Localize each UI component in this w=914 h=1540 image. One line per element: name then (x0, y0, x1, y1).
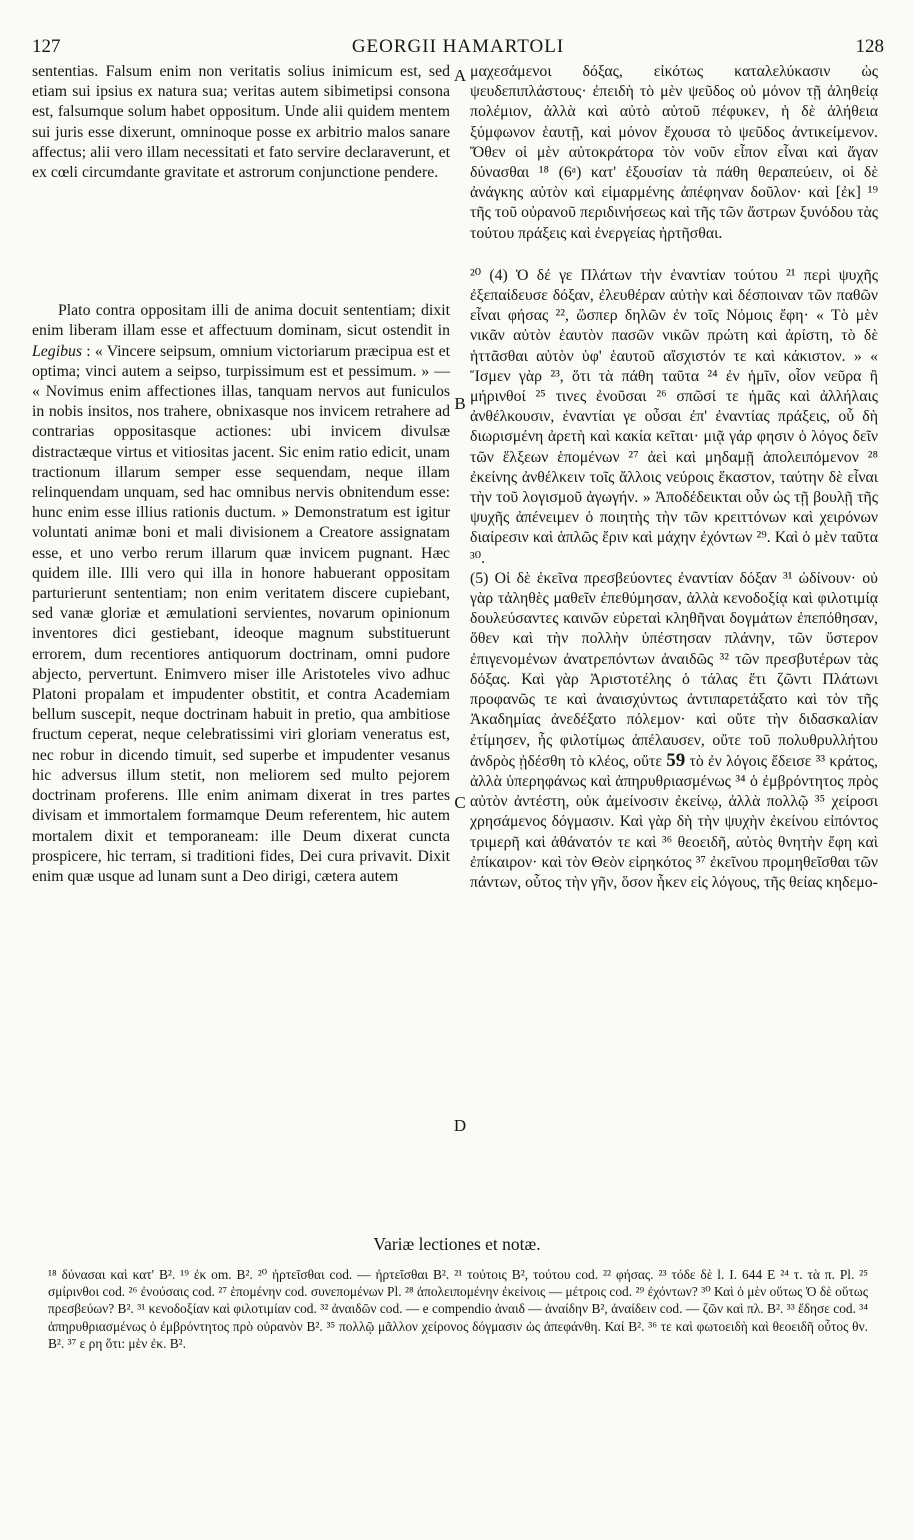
margin-marker-d: D (453, 1116, 467, 1135)
latin-text: : « Vincere seipsum, omnium victoriarum præcipua est et optima; vinci autem a seipso, turpissimum est et pessimum. » — « Novimus enim affectiones illas, tanquam nervos aut funiculos in nobis insitos, nos trahere, obnixasque nos invicem retrahere ad contrarias oppositasque actiones: ubi invicem divulsæ distractæque virtus et vitiositas jacent. Sic enim ratio edicit, unam tractionum illarum semper esse sequendam, neque illam relinquendam unquam, sed hac omnibus nervis obnitendum esse: hunc enim esse illius rationis ductum. » Demonstratum est igitur voluntati animæ boni et mali divisionem a Creatore assignatam esse, et uno verbo rerum illarum quæ invicem pugnant. Hæc quidem ille. Illi vero qui illa in honore habuerant oppositam parturierunt sententiam; non enim veritatem discere cupiebant, sed vanæ gloriæ et æmulationi servientes, novarum opinionum inventores dici gestiebant, ideoque magnum substituerunt errorem, dum recentiores antiquorum doctrinam, omni pudore abjecto, pervertunt. Enimvero miser ille Aristoteles vivo adhuc Platoni propalam et impudenter obstitit, et contra Academiam bellum suscepit, neque doctrinam habuit in pretio, qua ambitiose fructum ceperat, neque celebratissimi viri gloriam veneratus est, nec robur in dicendo timuit, sed superbe et impudenter vesanus hic adversus illum stetit, non meliorem sed multo pejorem doctrinam proferens. Ille enim animam dixerat in tres partes divisam et immortalem formamque Deum referentem, hic autem mortalem dixit et temporaneam: ille Deum dixerat cuncta prospicere, hic terram, si traditioni fides, Dei cura privavit. Dixit enim quæ usque ad lunam sunt a Deo dirigi, cætera autem (32, 342, 450, 885)
column-spacer (32, 183, 450, 301)
greek-paragraph-3 (470, 569, 878, 893)
greek-text: (5) Οἱ δὲ ἐκεῖνα πρεσβεύοντες ἐναντίαν δόξαν ³¹ ὠδίνουν· οὐ γὰρ τἀληθὲς μαθεῖν ἐπεθύμησαν, ἀλλὰ κενοδοξίᾳ καὶ φιλοτιμίᾳ δουλεύσαντες καινῶν εὑρεταὶ κληθῆναι δογμάτων ἐπεπόθησαν, ὅθεν καὶ τὴν πολλὴν ὑπέστησαν πλάνην, τῶν ὕστερον ἐπιγενομένων ἀνατρεπόντων ἀναιδῶς ³² τῶν πρεσβυτέρων τὰς δόξας. Καὶ γὰρ Ἀριστοτέλης ὁ τάλας ἔτι ζῶντι Πλάτωνι προφανῶς τε καὶ ἀναισχύντως ἀντιπαρετάξατο καὶ τὸν τῆς Ἀκαδημίας ἀνεδέξατο πόλεμον· καὶ οὔτε τὴν διδασκαλίαν ἐτίμησεν, ἧς φιλοτίμως ἀπέλαυσεν, οὔτε τοῦ πολυθρυλλήτου ἀνδρὸς ᾐδέσθη τὸ κλέος, οὔτε (470, 569, 878, 770)
latin-text: Plato contra oppositam illi de anima docuit sententiam; dixit enim liberam illam esse et affectuum dominam, sicut ostendit in (32, 302, 450, 340)
latin-paragraph-1: sententias. Falsum enim non veritatis solius inimicum est, sed etiam sui ipsius ex natura sua; veritas autem sibimetipsi consona est, falsumque solum habet oppositum. Unde alii quidem mentem sui juris esse dixerunt, omninoque posse ex arbitrio malos sanare affectus; alii vero illam necessitati et fato servire declaraverunt, et ex cœli circumdante gravitate et astrorum conjunctione pendere. (32, 63, 450, 182)
column-spacer (470, 244, 878, 266)
greek-column (470, 62, 878, 893)
legibus-title: Legibus (32, 342, 83, 360)
running-header (32, 36, 884, 58)
page-number-left: 127 (32, 36, 61, 57)
notes-heading: Variæ lectiones et notæ. (373, 1234, 541, 1254)
greek-paragraph-1: μαχεσάμενοι δόξας, εἰκότως καταλελύκασιν ὡς ψευδεπιπλάστους· ἐπειδὴ τὸ μὲν ψεῦδος οὐ μόνον τῇ ἀληθείᾳ πολέμιον, ἀλλὰ καὶ αὐτὸ αὑτοῦ πέφυκεν, ἡ δὲ ἀλήθεια ξύμφωνον ἑαυτῇ, καὶ μόνον ἔχουσα τὸ ψεῦδος ἀντικείμενον. Ὅθεν οἱ μὲν αὐτοκράτορα τὸν νοῦν εἶπον εἶναι καὶ ἄγαν δύνασθαι ¹⁸ (6ᵃ) κατ' ἐξουσίαν τὰ πάθη θεραπεύειν, οἱ δὲ ἀνάγκης αὐτὸν καὶ εἱμαρμένης ἀπέφηναν δοῦλον· καὶ [ἐκ] ¹⁹ τῆς τοῦ οὐρανοῦ περιδινήσεως καὶ τῆς τῶν ἄστρων ξυνόδου τὰς τούτου πράξεις καὶ ἐνεργείας ἠρτῆσθαι. (470, 63, 878, 242)
page-number-right: 128 (855, 36, 884, 57)
margin-marker-a: A (453, 66, 467, 85)
margin-marker-c: C (454, 793, 466, 812)
column-number: 59 (666, 749, 686, 771)
greek-paragraph-2: ²⁰ (4) Ὁ δέ γε Πλάτων τὴν ἐναντίαν τούτου ²¹ περὶ ψυχῆς ἐξεπαίδευσε δόξαν, ἐλευθέραν αὐτὴν καὶ δέσποιναν τῶν παθῶν εἶναι φήσας ²², ὥσπερ δηλῶν ἐν τοῖς Νόμοις ἔφη· « Τὸ μὲν νικᾶν αὐτὸν ἑαυτὸν πασῶν νικῶν πρώτη καὶ ἀρίστη, τὸ δὲ ἡττᾶσθαι αὐτὸν ὑφ' ἑαυτοῦ αἴσχιστόν τε καὶ κάκιστον. » « Ἴσμεν γὰρ ²³, ὅτι τὰ πάθη ταῦτα ²⁴ ἐν ἡμῖν, οἷον νεῦρα ἢ μήρινθοί ²⁵ τινες ἐνοῦσαι ²⁶ σπῶσί τε ἡμᾶς καὶ ἀλλήλαις ἀνθέλκουσιν, ἐναντίαι γε οὖσαι ἐπ' ἐναντίας πράξεις, οὗ δὴ διωρισμένη ἀρετὴ καὶ κακία κεῖται· μιᾷ γάρ φησιν ὁ λόγος δεῖν τῶν ἕλξεων ἑπομένων ²⁷ ἀεὶ καὶ μηδαμῇ ἀπολειπόμενον ²⁸ ἐκείνης ἀνθέλκειν τοῖς ἄλλοις νεύροις ἕκαστον, ταύτην δὲ εἶναι τὴν τοῦ λογισμοῦ ἀγωγήν. » Ἀποδέδεικται οὖν ὡς τῇ βουλῇ τῆς ψυχῆς ἀπένειμεν ὁ ποιητὴς τὴν τῶν κρειττόνων καὶ χειρόνων διαίρεσιν καὶ ἁπλῶς ἔριν καὶ μάχην ἐχόντων ²⁹. Καὶ ὁ μὲν ταῦτα ³⁰. (470, 266, 878, 567)
running-title: GEORGII HAMARTOLI (351, 36, 565, 57)
notes-text: ¹⁸ δύνασαι καὶ κατ' B². ¹⁹ ἐκ om. B². ²⁰ ἠρτεῖσθαι cod. — ἠρτεῖσθαι B². ²¹ τούτοις B², τούτου cod. ²² φήσας. ²³ τόδε δὲ l. I. 644 E ²⁴ τ. τὰ π. Pl. ²⁵ σμίρινθοι cod. ²⁶ ἐνούσαις cod. ²⁷ ἑπομένην cod. συνεπομένων Pl. ²⁸ ἀπολειπομένην ἐκείνοις — μέτροις cod. ²⁹ ἐχόντων? ³⁰ Καὶ ὁ μὲν οὕτως Ὁ δὲ οὕτως πρεσβεύων? B². ³¹ κενοδοξίαν καὶ φιλοτιμίαν cod. ³² ἀναιδῶν cod. — e compendio ἀναιδ — ἀναίδην B², ἀναίδειν cod. — ζῶν καὶ πλ. B². ³³ ἔδησε cod. ³⁴ ἀπηρυθριασμένως ὁ ἐμβρόντητος πρὸ οὐρανὸν B². ³⁵ πολλῷ μᾶλλον χείρονος δόγμασιν ὡς ἀπεφάνθη. Καί B². ³⁶ τε καὶ φωτοειδὴ καὶ θεοειδῆ οὗτος θν. B². ³⁷ ε ρη ὅτι: μὲν ἐκ. B². (48, 1267, 868, 1351)
latin-paragraph-2 (32, 301, 450, 887)
greek-text: τὸ ἐν λόγοις ἔδεισε ³³ κράτος, ἀλλὰ ὑπερηφάνως καὶ ἀπηρυθριασμένως ³⁴ ὁ ἐμβρόντητος πρὸς αὐτὸν ἀντέστη, οὐκ ἀμείνοσιν ἐκείνῳ, ἀλλὰ πολλῷ ³⁵ χείροσι χρησάμενος δόγμασιν. Καὶ γὰρ δὴ τὴν ψυχὴν ἐκείνου εἰπόντος τριμερῆ καὶ ἀθάνατόν τε καὶ ³⁶ θεοειδῆ, αὐτὸς θνητὴν ἔφη καὶ ἐπίκαιρον· καὶ τὸν Θεὸν εἰρηκότος ³⁷ ἐκεῖνου προμηθεῖσθαι τῶν πάντων, οὗτος τὴν γῆν, ὅσον ἧκεν εἰς λόγους, τῆς θείας κηδεμο- (470, 752, 878, 891)
margin-marker-b: B (454, 394, 466, 413)
latin-column (32, 62, 450, 887)
